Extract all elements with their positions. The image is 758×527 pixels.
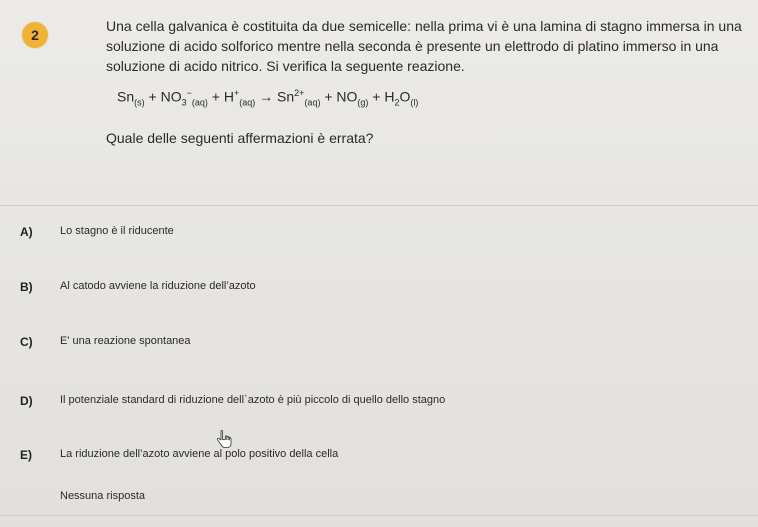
option-text: Lo stagno è il riducente bbox=[60, 225, 174, 237]
option-e[interactable] bbox=[0, 445, 758, 467]
eq-sn2: Sn bbox=[277, 88, 295, 105]
option-letter: E) bbox=[20, 448, 32, 462]
question-stem: Una cella galvanica è costituita da due semicelle: nella prima vi è una lamina di stagno immersa in una soluzione di acido solforico mentre nella seconda è presente un elettrodo di platino immerso in una soluzione di acido nitrico. Si verifica la seguente reazione. bbox=[106, 18, 742, 74]
option-b[interactable] bbox=[0, 277, 758, 299]
eq-h2o-o: O bbox=[399, 88, 411, 105]
divider bbox=[0, 205, 758, 206]
eq-sn-state: (s) bbox=[134, 97, 145, 108]
option-text: Al catodo avviene la riduzione dell’azoto bbox=[60, 280, 256, 292]
question-number: 2 bbox=[31, 27, 39, 43]
option-text: La riduzione dell’azoto avviene al polo positivo della cella bbox=[60, 448, 339, 460]
eq-no3-sub: 3 bbox=[181, 97, 187, 108]
hand-pointer-icon bbox=[215, 430, 233, 450]
eq-h-charge: + bbox=[233, 88, 240, 98]
eq-arrow: → bbox=[255, 88, 278, 105]
eq-no3-state: (aq) bbox=[191, 97, 208, 108]
option-c[interactable] bbox=[0, 332, 758, 354]
bottom-divider bbox=[0, 515, 758, 516]
option-d[interactable] bbox=[0, 391, 758, 413]
option-text: E' una reazione spontanea bbox=[60, 335, 191, 347]
eq-sn2-charge: 2+ bbox=[294, 88, 305, 98]
option-text: Il potenziale standard di riduzione dell`azoto è più piccolo di quello dello stagno bbox=[60, 394, 446, 406]
question-number-badge bbox=[22, 22, 48, 48]
eq-plus: + bbox=[207, 88, 224, 105]
eq-h: H bbox=[223, 88, 234, 105]
option-letter: A) bbox=[20, 225, 33, 239]
reaction-equation bbox=[117, 88, 418, 107]
eq-plus: + bbox=[320, 88, 337, 105]
option-letter: B) bbox=[20, 280, 33, 294]
eq-sn: Sn bbox=[117, 88, 135, 105]
eq-no-state: (g) bbox=[357, 97, 369, 108]
none-answer-option[interactable]: Nessuna risposta bbox=[60, 490, 145, 502]
eq-plus: + bbox=[144, 88, 161, 105]
eq-sn2-state: (aq) bbox=[304, 97, 321, 108]
option-letter: D) bbox=[20, 394, 33, 408]
eq-h-state: (aq) bbox=[239, 97, 256, 108]
option-a[interactable] bbox=[0, 222, 758, 244]
option-letter: C) bbox=[20, 335, 33, 349]
eq-h2o-sub: 2 bbox=[394, 97, 400, 108]
eq-plus: + bbox=[368, 88, 385, 105]
question-prompt: Quale delle seguenti affermazioni è errata? bbox=[106, 130, 374, 146]
eq-no: NO bbox=[336, 88, 358, 105]
eq-h2o-h: H bbox=[384, 88, 395, 105]
eq-h2o-state: (l) bbox=[410, 97, 419, 108]
eq-no3: NO bbox=[160, 88, 182, 105]
eq-no3-charge: − bbox=[186, 88, 192, 98]
